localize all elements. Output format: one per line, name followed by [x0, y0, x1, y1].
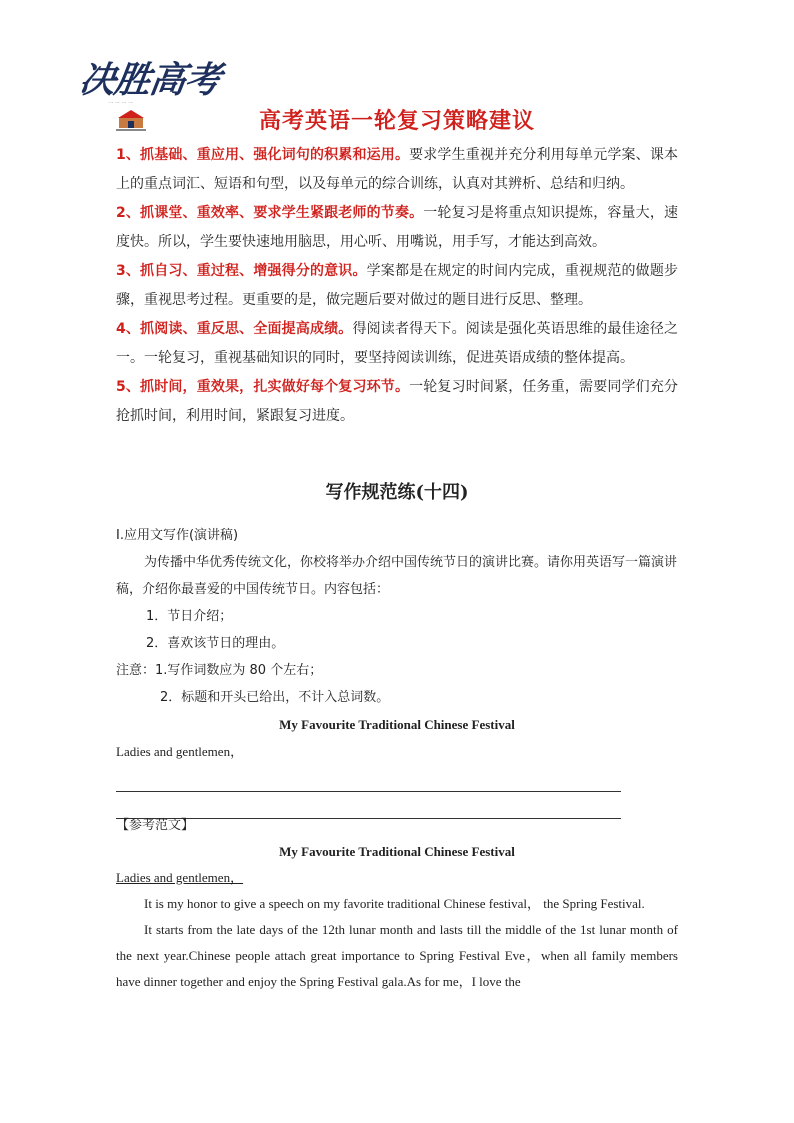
task-note: 2．标题和开头已给出，不计入总词数。 [160, 690, 390, 705]
task-note: 注意：1.写作词数应为 80 个左右； [116, 663, 323, 678]
strategy-text: 一轮复习是将重点知识提炼，容量大，速度快。所以，学生要快速地用脑思，用心听、用嘴说，用手写，才能达到高效。 [116, 205, 678, 250]
sample-label: 【参考范文】 [116, 818, 195, 833]
greeting: Ladies and gentlemen， [116, 744, 244, 759]
strategy-heading: 1、抓基础、重应用、强化词句的积累和运用。 [116, 147, 410, 163]
strategy-text: 要求学生重视并充分利用每单元学案、课本上的重点词汇、短语和句型，以及每单元的综合训练，认真对其辨析、总结和归纳。 [116, 147, 678, 192]
sample-paragraph: It is my honor to give a speech on my favorite traditional Chinese festival， the Spring Festival. [144, 896, 645, 911]
task-item: 2．喜欢该节日的理由。 [146, 636, 285, 651]
strategy-heading: 3、抓自习、重过程、增强得分的意识。 [116, 263, 367, 279]
sample-paragraph: It starts from the late days of the 12th lunar month and lasts till the middle of the 1st lunar month of the next year.Chinese people attach great importance to Spring Festival Eve，when all family members have dinner together and enjoy the Spring Festival gala.As for me，I love the [116, 922, 678, 989]
task-prompt: 为传播中华优秀传统文化，你校将举办介绍中国传统节日的演讲比赛。请你用英语写一篇演讲稿，介绍你最喜爱的中国传统节日。内容包括： [116, 555, 678, 597]
section-title: 写作规范练(十四) [325, 482, 469, 503]
strategy-item [116, 315, 678, 373]
essay-title: My Favourite Traditional Chinese Festival [279, 717, 515, 732]
strategy-item [116, 257, 678, 315]
sample-essay-title: My Favourite Traditional Chinese Festival [279, 844, 515, 859]
strategy-text: 得阅读者得天下。阅读是强化英语思维的最佳途径之一。一轮复习，重视基础知识的同时，要坚持阅读训练，促进英语成绩的整体提高。 [116, 321, 678, 366]
writing-task [116, 522, 678, 819]
sample-essay [116, 813, 678, 995]
sample-greeting: Ladies and gentlemen， [116, 870, 244, 885]
logo-text: 决胜高考 [76, 59, 223, 101]
strategy-item [116, 199, 678, 257]
task-heading: Ⅰ.应用文写作(演讲稿) [116, 528, 239, 543]
strategy-item [116, 141, 678, 199]
page-title: 高考英语一轮复习策略建议 [258, 109, 535, 134]
strategy-text: 学案都是在规定的时间内完成，重视规范的做题步骤，重视思考过程。更重要的是，做完题后要对做过的题目进行反思、整理。 [116, 263, 678, 308]
strategy-heading: 2、抓课堂、重效率、要求学生紧跟老师的节奏。 [116, 205, 424, 221]
strategy-item [116, 373, 678, 431]
strategy-heading: 5、抓时间，重效果，扎实做好每个复习环节。 [116, 379, 410, 395]
strategy-text: 一轮复习时间紧，任务重，需要同学们充分抢抓时间，利用时间，紧跟复习进度。 [116, 379, 678, 424]
strategy-heading: 4、抓阅读、重反思、全面提高成绩。 [116, 321, 353, 337]
answer-line [116, 765, 621, 792]
task-item: 1．节日介绍； [146, 609, 233, 624]
logo-subtext: 一 一 一 一 [108, 101, 133, 107]
strategy-list [116, 141, 678, 431]
